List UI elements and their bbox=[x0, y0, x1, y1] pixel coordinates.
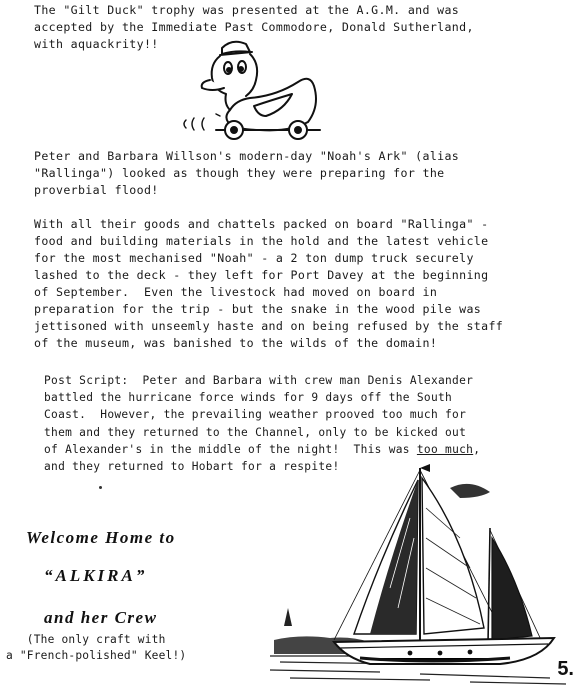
gilt-duck-drawing bbox=[180, 34, 330, 146]
ink-dot bbox=[99, 486, 102, 489]
postscript-underlined: too much bbox=[416, 442, 474, 456]
postscript-text: Post Script: Peter and Barbara with crew man Denis Alexander battled the hurricane force winds for 9 days off the South Coast. However, the prevailing weather prooved too much for them and they returned to the Channel, only to be kicked out of Alexander's in the middle of the night! This was bbox=[44, 374, 474, 456]
welcome-note: (The only craft with a "French-polished" Keel!) bbox=[6, 633, 187, 662]
postscript-end: , and they returned to Hobart for a respite! bbox=[44, 442, 481, 474]
page-number: 5. bbox=[557, 658, 574, 680]
goods-paragraph: With all their goods and chattels packed on board "Rallinga" - food and building materials in the hold and the latest vehicle for the most mechanised "Noah" - a 2 ton dump truck securely lashed to the deck - they left for Port Davey at the beginning of September. Even the livestock had moved on board in preparation for the trip - but the snake in the wood pile was jettisoned with unseemly haste and on being refused by the staff of the museum, was banished to the wilds of the domain! bbox=[34, 217, 504, 350]
sailing-yacht-drawing bbox=[270, 458, 570, 687]
welcome-line3: and her Crew bbox=[44, 608, 158, 627]
welcome-line1: Welcome Home to bbox=[26, 528, 176, 547]
noahs-ark-paragraph: Peter and Barbara Willson's modern-day "Noah's Ark" (alias "Rallinga") looked as though they were preparing for the proverbial flood! bbox=[34, 149, 460, 197]
welcome-boat-name: “ALKIRA” bbox=[44, 566, 148, 585]
intro-paragraph: The "Gilt Duck" trophy was presented at the A.G.M. and was accepted by the Immediate Past Commodore, Donald Sutherland, with aquackrity!! bbox=[34, 3, 474, 51]
